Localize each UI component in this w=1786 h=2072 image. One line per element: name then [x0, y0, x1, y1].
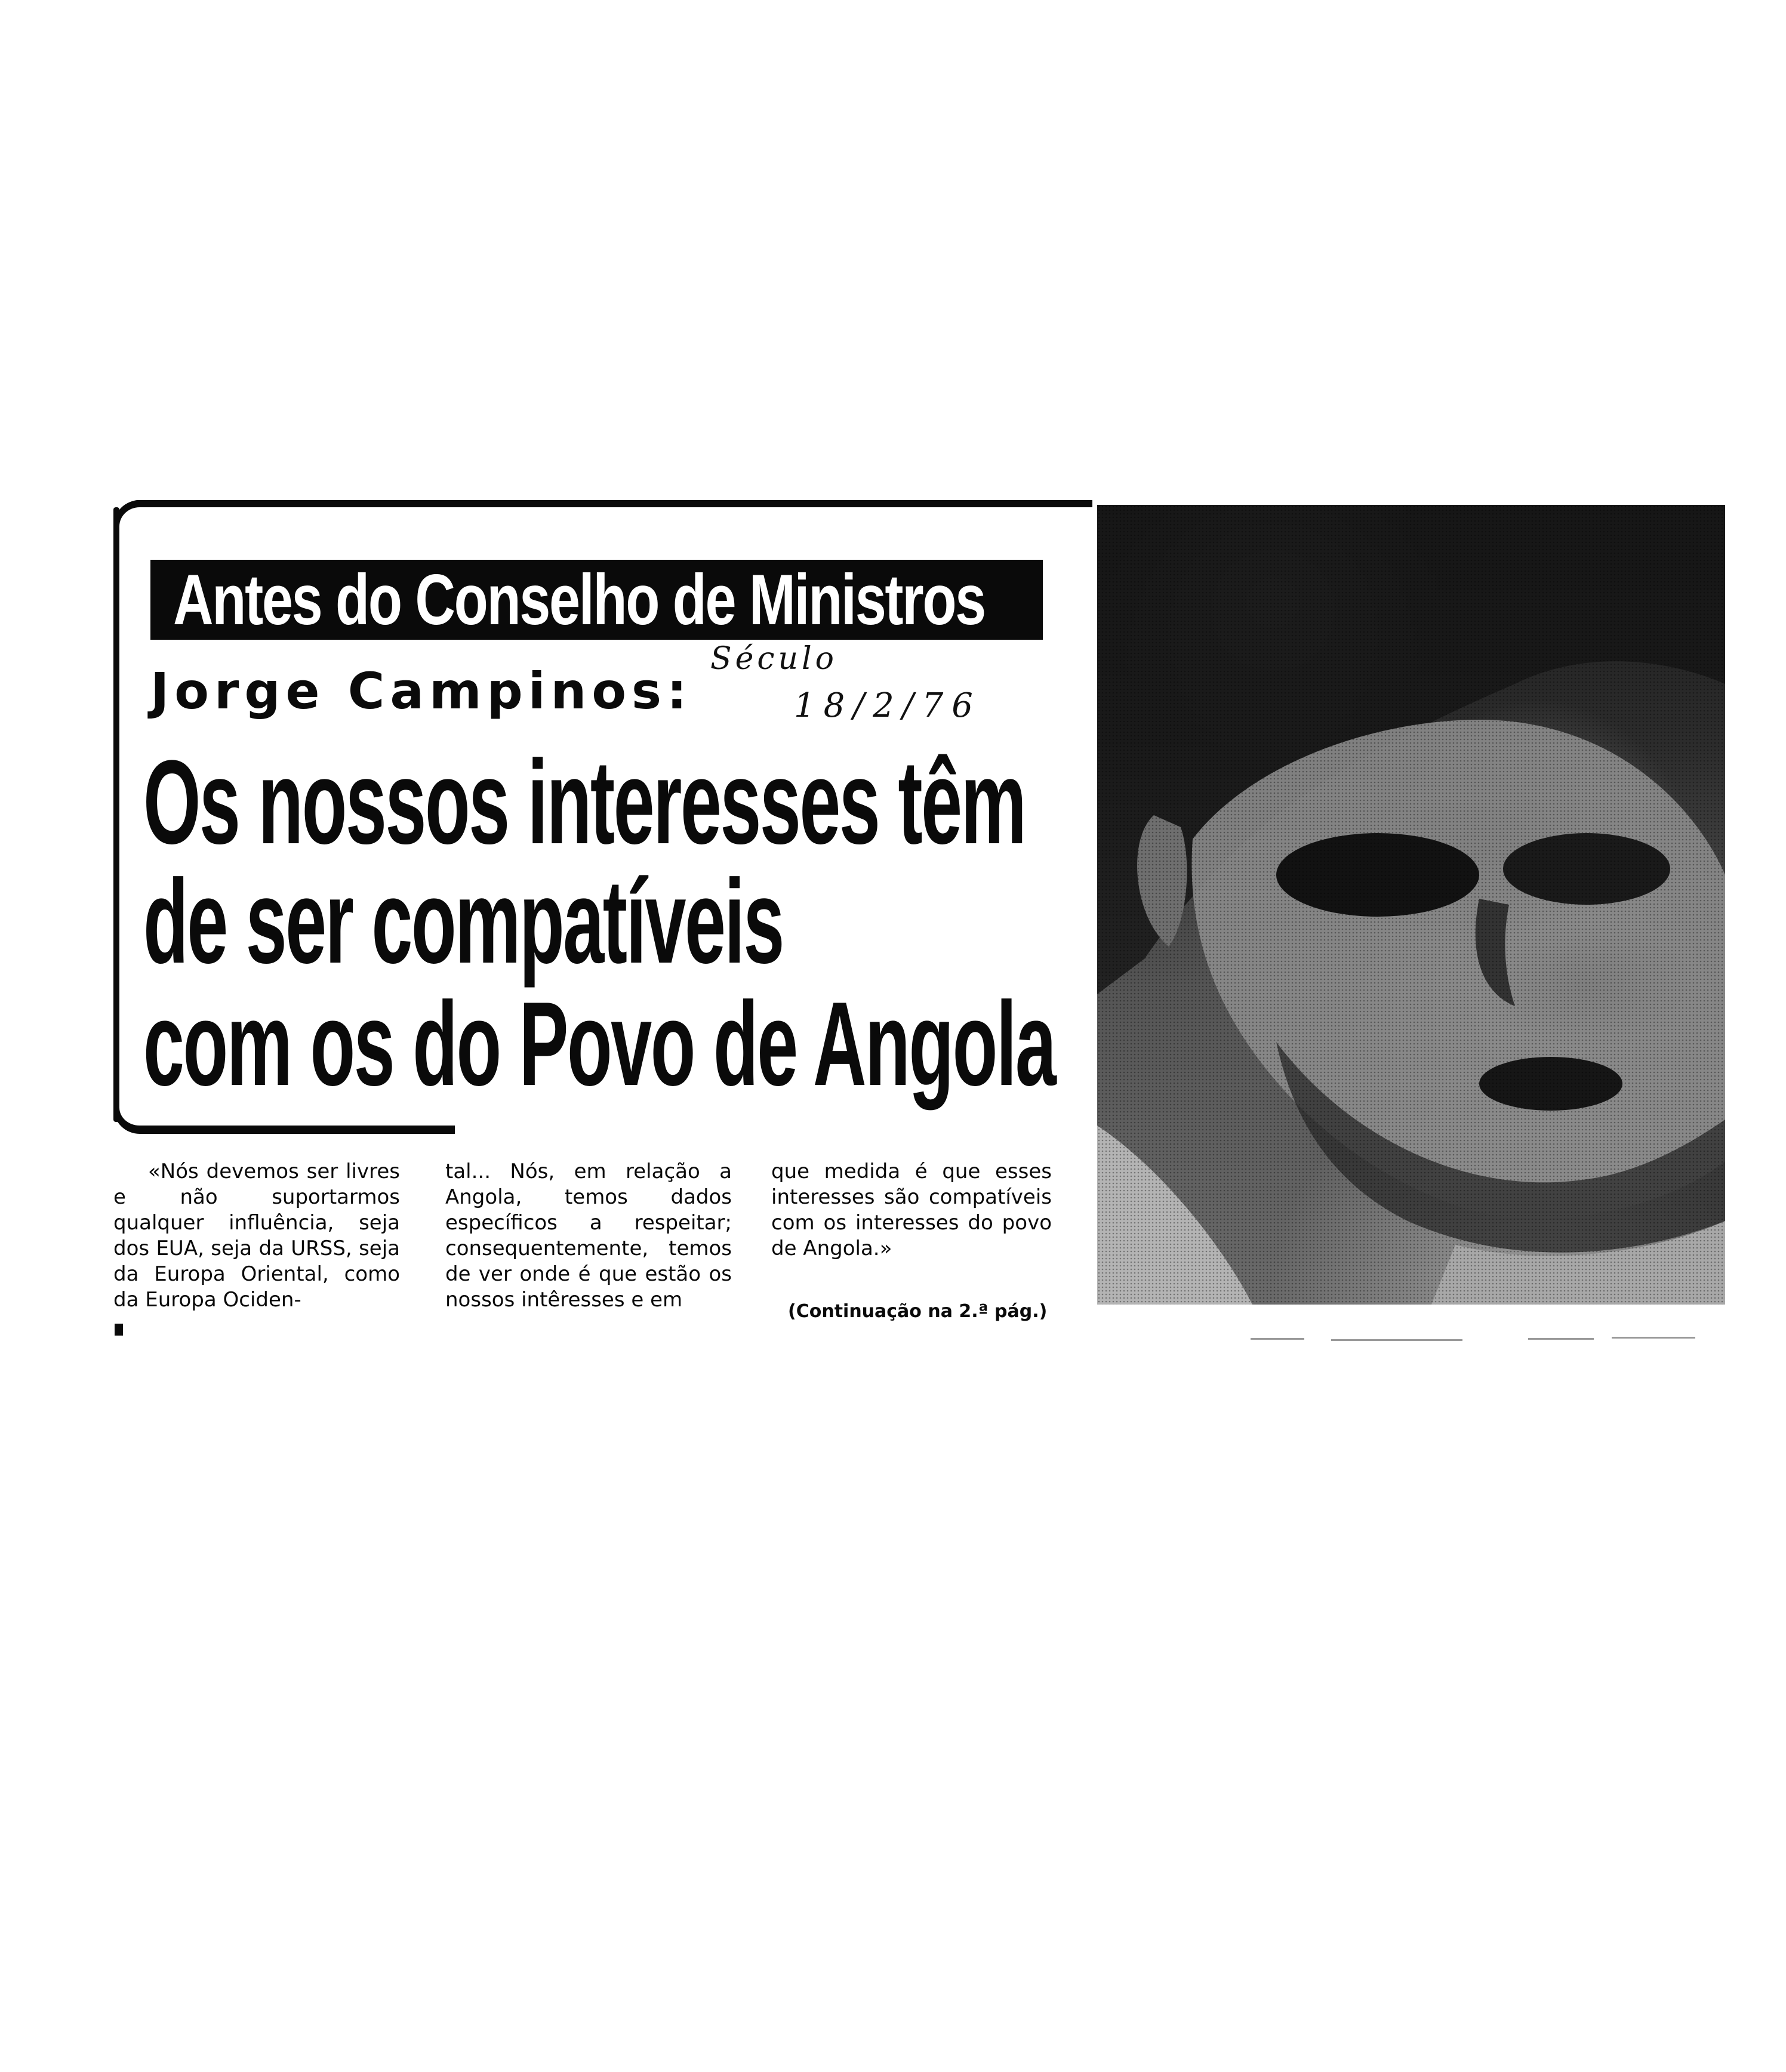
scan-artefact — [1612, 1337, 1695, 1339]
body-column-3 — [771, 1159, 1052, 1262]
headline-line-1-text: Os nossos interesses têm — [143, 736, 1026, 869]
body-column-2-text: tal... Nós, em relação a Angola, temos dados específicos a respeitar; consequentemente, temos de ver onde é que estão os nossos intêresses e em — [445, 1160, 732, 1312]
headline-frame-left-rule — [113, 507, 119, 1122]
kicker-text: Antes do Conselho de Ministros — [173, 560, 985, 640]
scan-artefact — [1331, 1339, 1462, 1341]
scan-artefact — [1251, 1338, 1304, 1340]
continuation-note: (Continuação na 2.ª pág.) — [788, 1301, 1048, 1322]
body-column-3-text: que medida é que esses interesses são compatíveis com os interesses do povo de Angola.» — [771, 1160, 1052, 1260]
headline-line-3-text: com os do Povo de Angola — [143, 978, 1055, 1111]
subject-photo — [1097, 505, 1725, 1305]
body-column-2 — [445, 1159, 732, 1313]
handwritten-date-note: 18/2/76 — [794, 686, 981, 725]
headline-line-2-text: de ser compatíveis — [143, 855, 783, 988]
body-column-1-text: «Nós devemos ser livres e não suportarmos qualquer influência, seja dos EUA, seja da URSS, seja da Europa Oriental, como da Europa Ociden- — [113, 1160, 400, 1312]
headline-frame-bottom-rule — [143, 1126, 455, 1134]
photo-halftone-overlay — [1097, 505, 1725, 1305]
handwritten-source-note: Século — [710, 641, 837, 677]
headline-frame-top-rule — [130, 500, 1092, 507]
scan-artefact — [1528, 1338, 1594, 1340]
body-column-1 — [113, 1159, 400, 1313]
speaker-name: Jorge Campinos: — [150, 662, 692, 720]
end-of-column-mark — [115, 1324, 123, 1336]
kicker-banner — [150, 560, 1043, 640]
headline-line-2 — [143, 855, 1175, 988]
